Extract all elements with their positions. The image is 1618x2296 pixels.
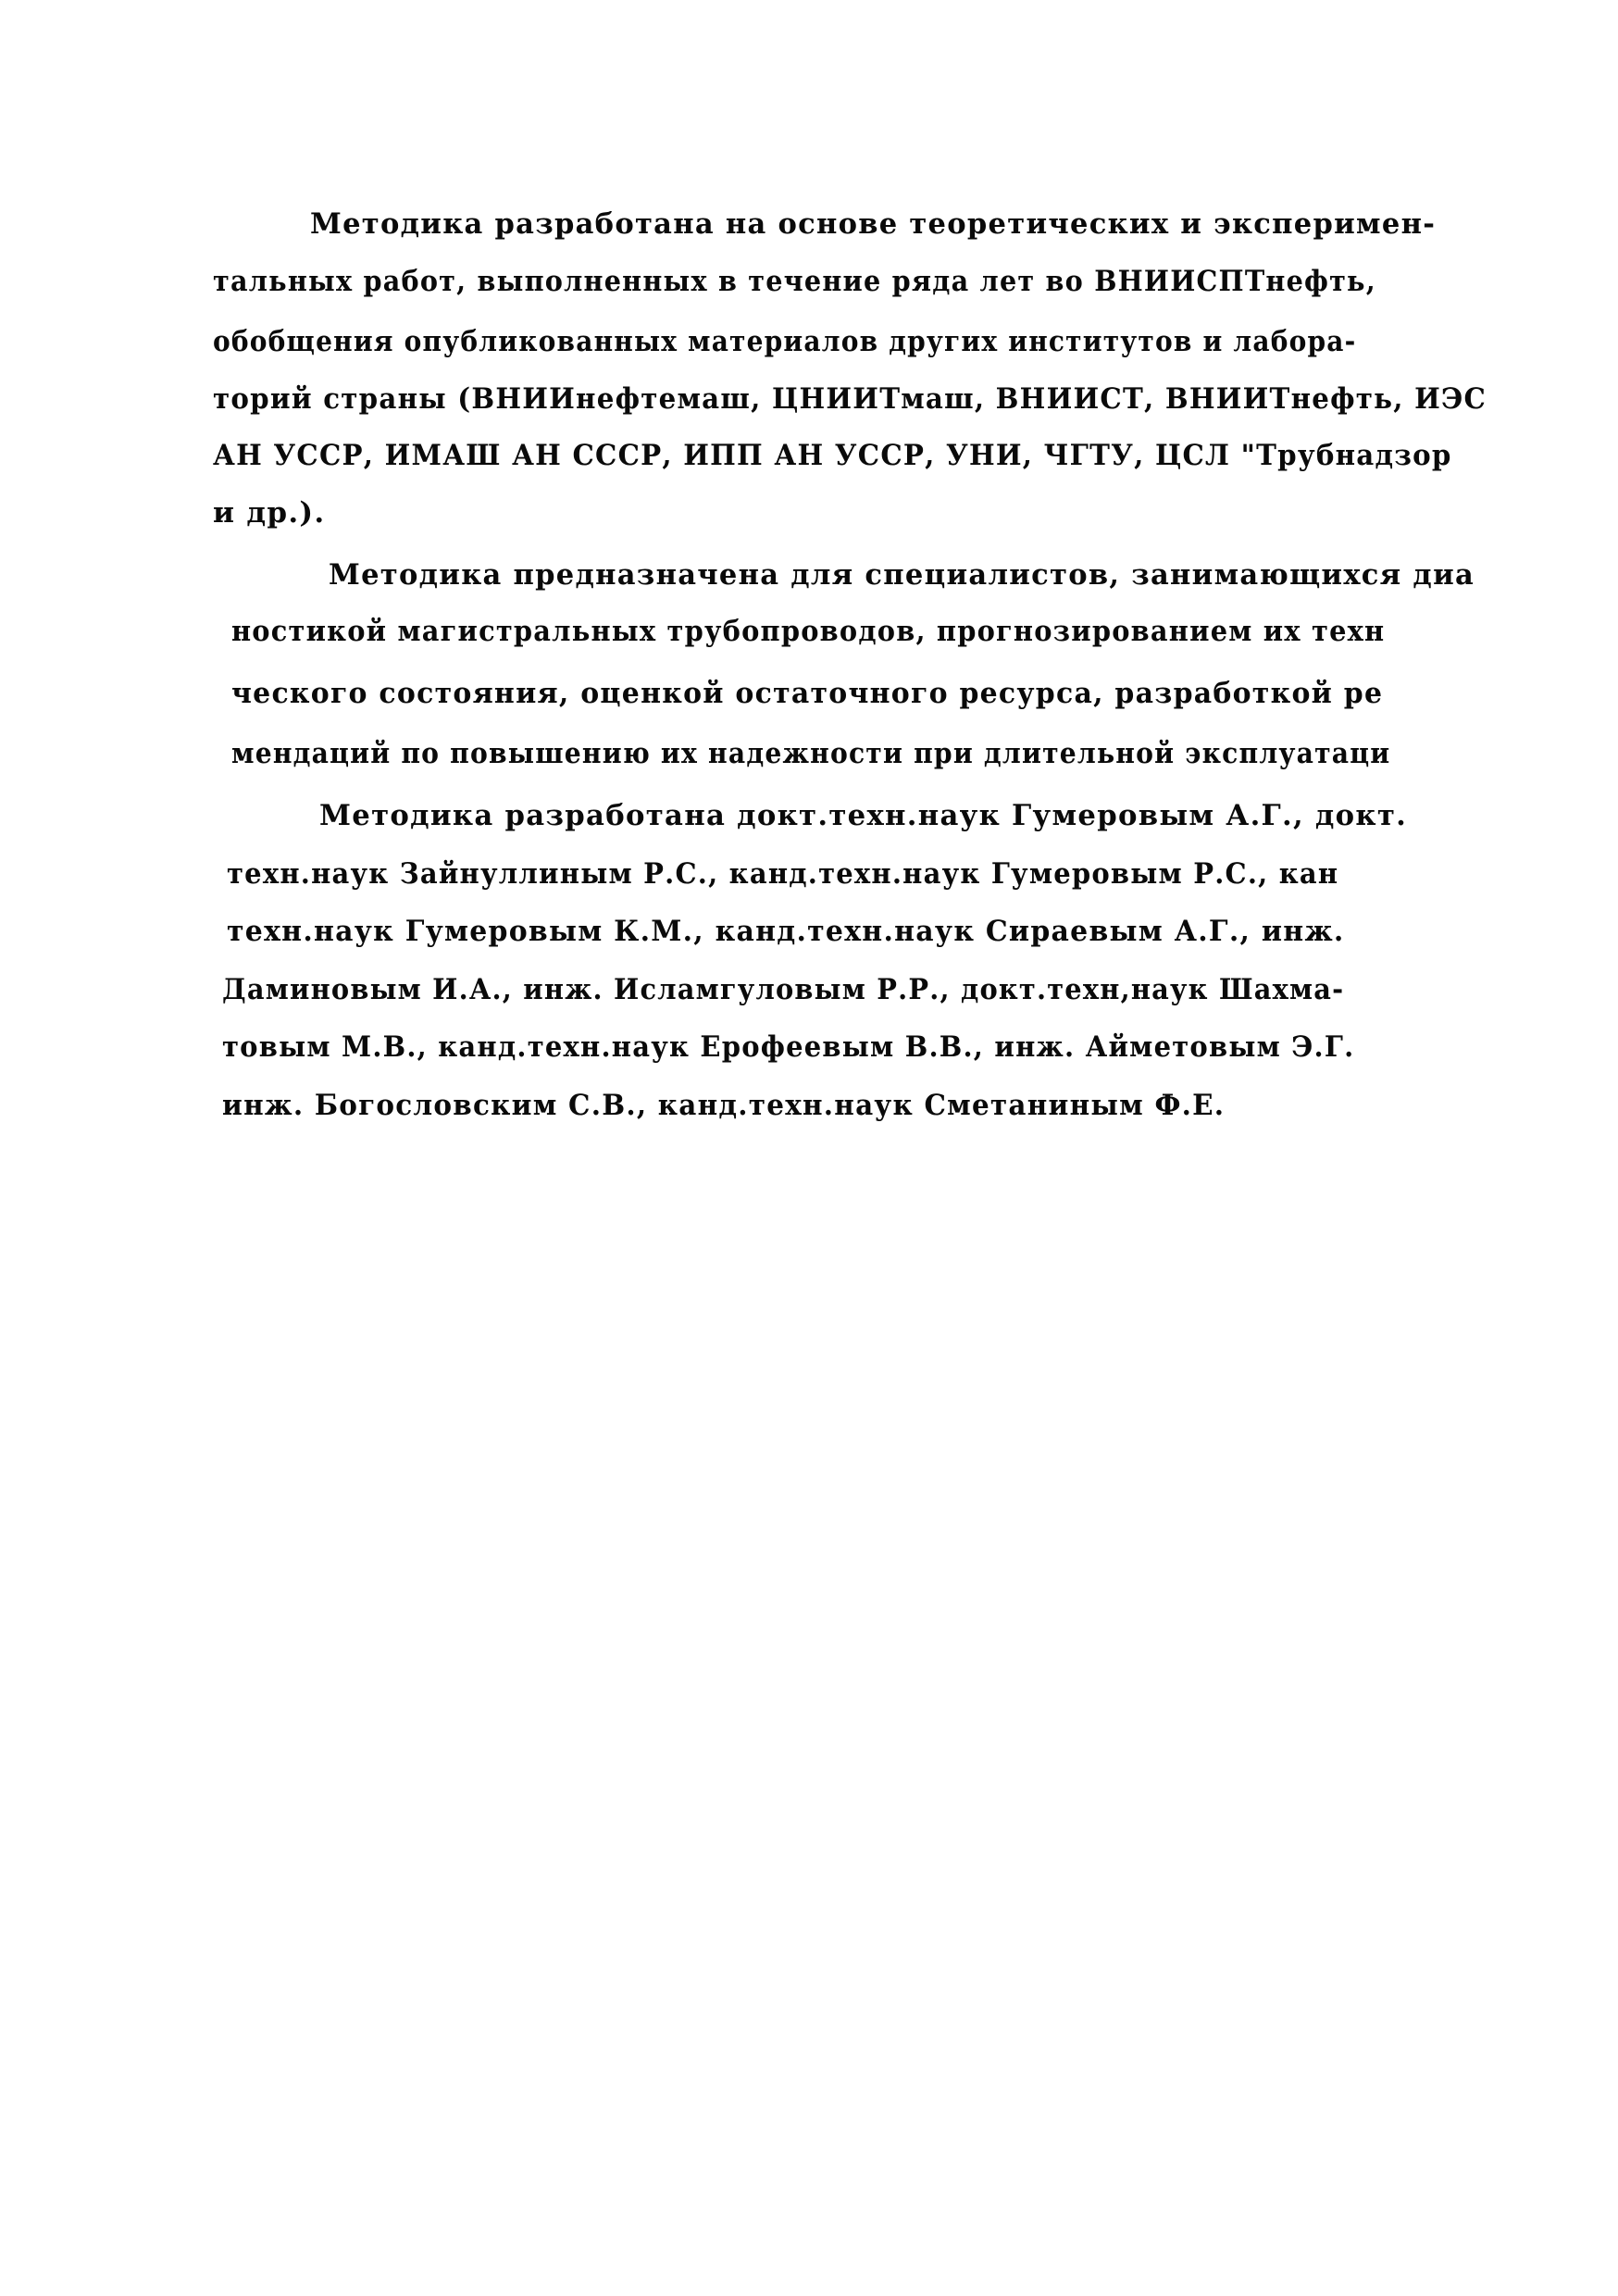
text-line: Методика разработана на основе теоретических и эксперимен- [310, 207, 1437, 241]
text-line: ностикой магистральных трубопроводов, прогнозированием их техн [231, 615, 1386, 648]
text-line: Методика разработана докт.техн.наук Гумеровым А.Г., докт. [319, 799, 1408, 832]
text-line: и др.). [213, 496, 326, 530]
text-line: обобщения опубликованных материалов других институтов и лабора- [213, 325, 1357, 358]
text-line: техн.наук Зайнуллиным Р.С., канд.техн.наук Гумеровым Р.С., кан [227, 857, 1339, 891]
text-line: тальных работ, выполненных в течение ряда лет во ВНИИСПТнефть, [213, 265, 1376, 298]
text-line: Методика предназначена для специалистов, занимающихся диа [329, 558, 1475, 592]
text-line: АН УССР, ИМАШ АН СССР, ИПП АН УССР, УНИ, ЧГТУ, ЦСЛ "Трубнадзор [213, 439, 1452, 472]
text-line: мендаций по повышению их надежности при длительной эксплуатаци [231, 737, 1391, 770]
text-line: инж. Богословским С.В., канд.техн.наук Сметаниным Ф.Е. [222, 1089, 1226, 1122]
text-line: техн.наук Гумеровым К.М., канд.техн.наук Сираевым А.Г., инж. [227, 915, 1345, 948]
text-line: товым М.В., канд.техн.наук Ерофеевым В.В., инж. Айметовым Э.Г. [222, 1030, 1355, 1064]
text-line: ческого состояния, оценкой остаточного ресурса, разработкой ре [231, 677, 1384, 710]
text-line: Даминовым И.А., инж. Исламгуловым Р.Р., докт.техн,наук Шахма- [222, 973, 1345, 1006]
text-line: торий страны (ВНИИнефтемаш, ЦНИИТмаш, ВНИИСТ, ВНИИТнефть, ИЭС [213, 382, 1487, 416]
